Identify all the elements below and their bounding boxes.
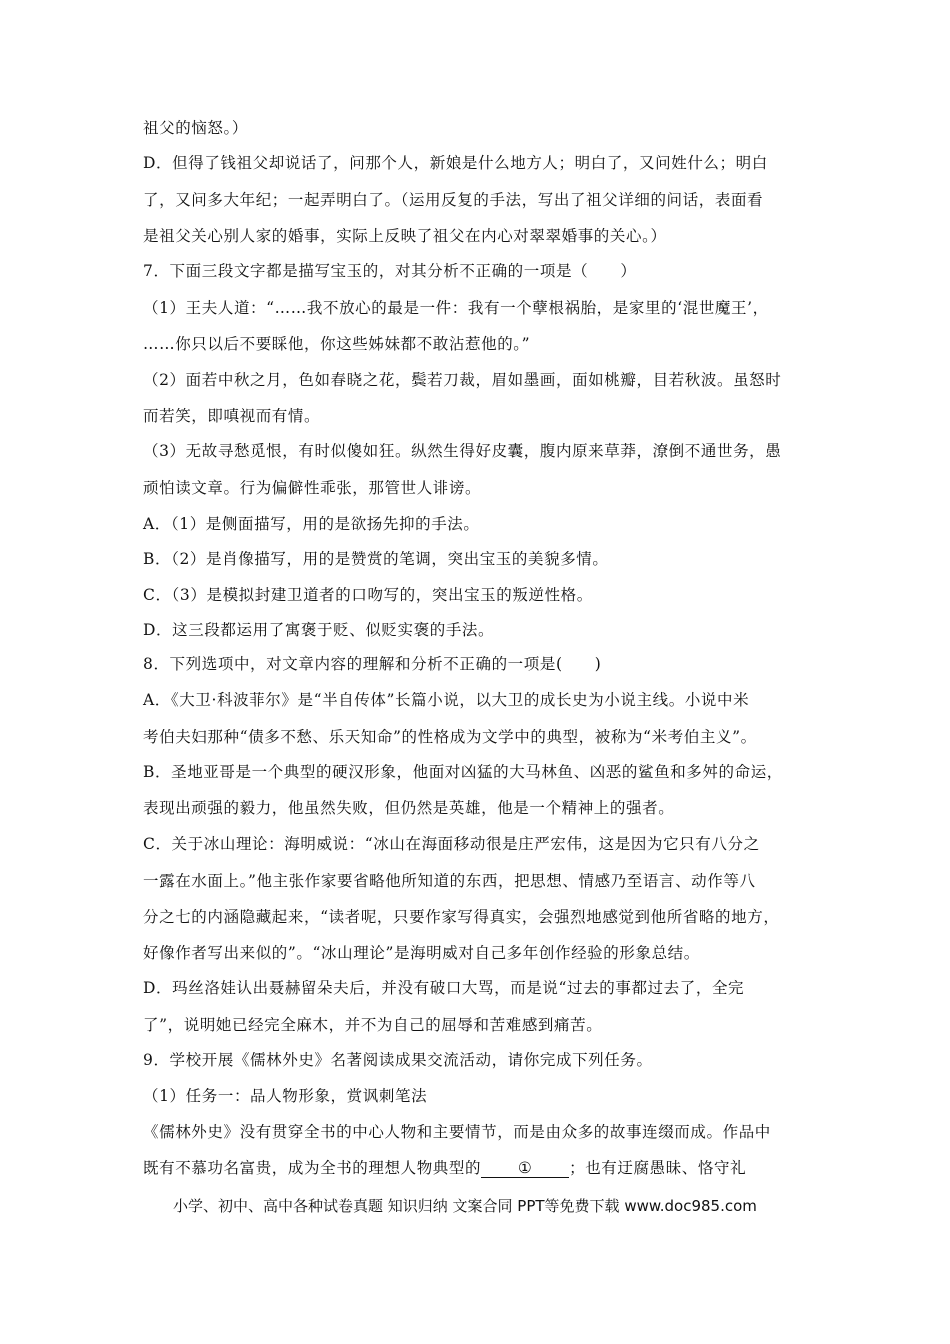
option-d: D．这三段都运用了寓褒于贬、似贬实褒的手法。 <box>143 621 495 639</box>
text-line: 了，又问多大年纪；一起弄明白了。（运用反复的手法，写出了祖父详细的问话，表面看 <box>143 191 764 209</box>
option-b: B．（2）是肖像描写，用的是赞赏的笔调，突出宝玉的美貌多情。 <box>143 550 609 568</box>
text-line: 考伯夫妇那种“债多不愁、乐天知命”的性格成为文学中的典型，被称为“米考伯主义”。 <box>143 728 757 746</box>
question-7-stem: 7．下面三段文字都是描写宝玉的，对其分析不正确的一项是（ ） <box>143 262 637 280</box>
question-9-stem: 9．学校开展《儒林外史》名著阅读成果交流活动，请你完成下列任务。 <box>143 1051 653 1069</box>
text-line: 表现出顽强的毅力，他虽然失败，但仍然是英雄，他是一个精神上的强者。 <box>143 799 675 817</box>
text-line: 好像作者写出来似的”。“冰山理论”是海明威对自己多年创作经验的形象总结。 <box>143 944 700 962</box>
option-c: C．关于冰山理论：海明威说：“冰山在海面移动很是庄严宏伟，这是因为它只有八分之 <box>143 835 760 853</box>
text-segment: 既有不慕功名富贵，成为全书的理想人物典型的 <box>143 1159 482 1177</box>
question-8-stem: 8．下列选项中，对文章内容的理解和分析不正确的一项是( ) <box>143 655 602 673</box>
text-line: 祖父的恼怒。） <box>143 119 248 137</box>
text-line: 了”，说明她已经完全麻木，并不为自己的屈辱和苦难感到痛苦。 <box>143 1016 603 1034</box>
text-line: 是祖父关心别人家的婚事，实际上反映了祖父在内心对翠翠婚事的关心。） <box>143 227 667 245</box>
option-a: A．（1）是侧面描写，用的是欲扬先抑的手法。 <box>143 515 480 533</box>
text-line-with-blank <box>143 1158 823 1178</box>
text-line: 一露在水面上。”他主张作家要省略他所知道的东西，把思想、情感乃至语言、动作等八 <box>143 872 756 890</box>
fill-in-blank: ① <box>481 1159 569 1178</box>
task-one-heading: （1）任务一：品人物形象，赏讽刺笔法 <box>143 1087 428 1105</box>
text-line: ……你只以后不要睬他，你这些姊妹都不敢沾惹他的。” <box>143 335 531 353</box>
text-line: （3）无故寻愁觅恨，有时似傻如狂。纵然生得好皮囊，腹内原来草莽，潦倒不通世务，愚 <box>143 442 782 460</box>
option-b: B．圣地亚哥是一个典型的硬汉形象，他面对凶猛的大马林鱼、凶恶的鲨鱼和多舛的命运， <box>143 763 783 781</box>
text-line: 《儒林外史》没有贯穿全书的中心人物和主要情节，而是由众多的故事连缀而成。作品中 <box>143 1123 771 1141</box>
text-segment: ；也有迂腐愚昧、恪守礼 <box>569 1159 747 1177</box>
text-line: （2）面若中秋之月，色如春晓之花，鬓若刀裁，眉如墨画，面如桃瓣，目若秋波。虽怒时 <box>143 371 782 389</box>
text-line: （1）王夫人道：“……我不放心的最是一件：我有一个孽根祸胎，是家里的‘混世魔王’， <box>143 299 769 317</box>
text-line: D．但得了钱祖父却说话了，问那个人，新娘是什么地方人；明白了，又问姓什么；明白 <box>143 154 768 172</box>
option-d: D．玛丝洛娃认出聂赫留朵夫后，并没有破口大骂，而是说“过去的事都过去了，全完 <box>143 979 745 997</box>
text-line: 而若笑，即嗔视而有情。 <box>143 407 321 425</box>
footer-text: 小学、初中、高中各种试卷真题 知识归纳 文案合同 PPT等免费下载 www.doc985.com <box>173 1197 757 1215</box>
option-c: C．（3）是模拟封建卫道者的口吻写的，突出宝玉的叛逆性格。 <box>143 586 593 604</box>
option-a: A．《大卫·科波菲尔》是“半自传体”长篇小说，以大卫的成长史为小说主线。小说中米 <box>143 691 750 709</box>
text-line: 顽怕读文章。行为偏僻性乖张，那管世人诽谤。 <box>143 479 482 497</box>
text-line: 分之七的内涵隐藏起来，“读者呢，只要作家写得真实，会强烈地感觉到他所省略的地方， <box>143 908 780 926</box>
